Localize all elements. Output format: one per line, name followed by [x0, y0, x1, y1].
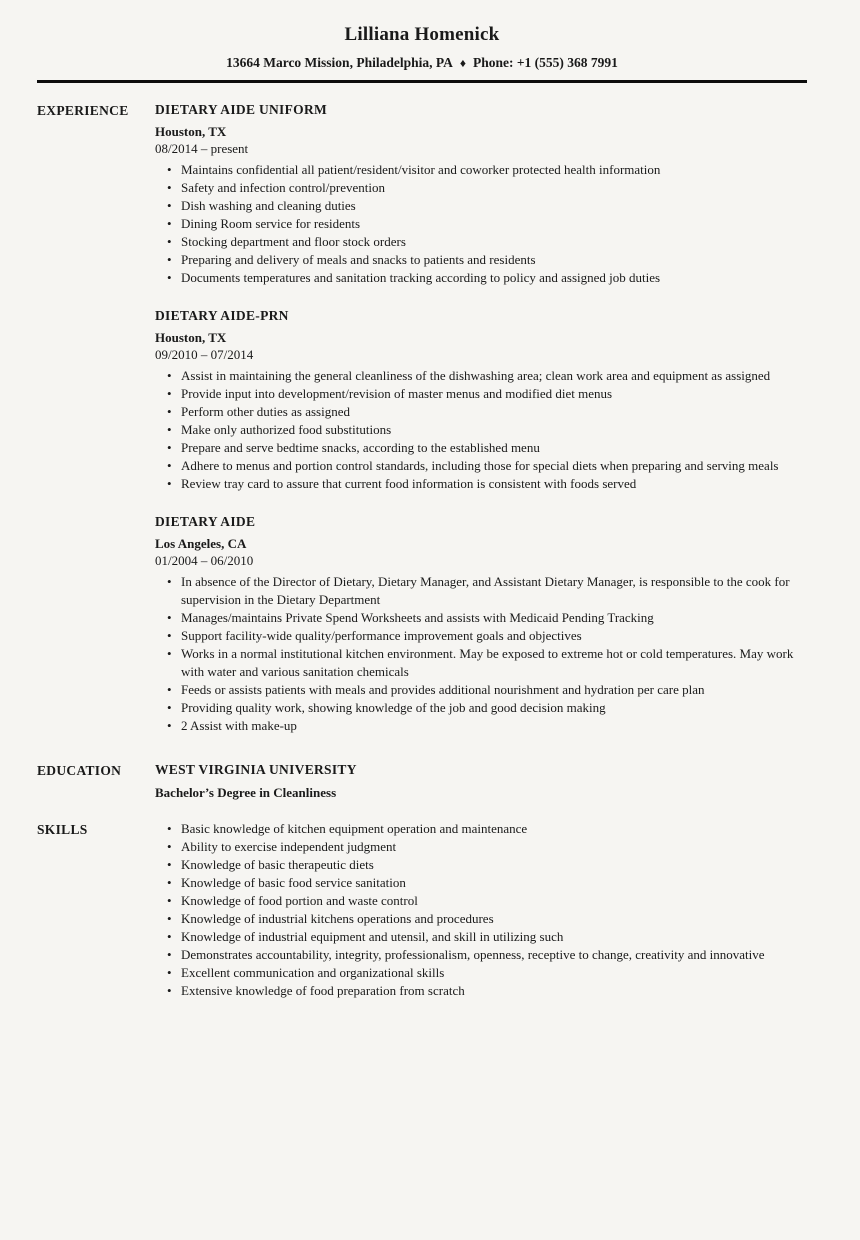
- skill-item: • Extensive knowledge of food preparation from scratch: [155, 982, 807, 1000]
- skills-list: [155, 820, 807, 1000]
- person-name: Lilliana Homenick: [344, 24, 500, 45]
- bullet-item: • 2 Assist with make-up: [155, 717, 807, 735]
- resume-header: [37, 24, 807, 83]
- header-divider: [37, 80, 807, 83]
- skills-section: [37, 820, 807, 1000]
- bullet-item: • Preparing and delivery of meals and snacks to patients and residents: [155, 251, 807, 269]
- skill-item: • Knowledge of basic food service sanitation: [155, 874, 807, 892]
- bullet-item: • Dish washing and cleaning duties: [155, 197, 807, 215]
- bullet-item: • Prepare and serve bedtime snacks, according to the established menu: [155, 439, 807, 457]
- bullet-item: • Provide input into development/revision of master menus and modified diet menus: [155, 385, 807, 403]
- section-label-skills: SKILLS: [37, 822, 88, 837]
- degree-name: Bachelor’s Degree in Cleanliness: [155, 785, 337, 800]
- bullet-item: • Maintains confidential all patient/resident/visitor and coworker protected health information: [155, 161, 807, 179]
- job-entry-2: [155, 307, 807, 493]
- bullet-item: • In absence of the Director of Dietary, Dietary Manager, and Assistant Dietary Manager, is responsible to the cook for supervision in the Dietary Department: [155, 573, 807, 609]
- skill-item: • Knowledge of basic therapeutic diets: [155, 856, 807, 874]
- contact-line: [37, 55, 807, 71]
- bullet-item: • Stocking department and floor stock orders: [155, 233, 807, 251]
- job-title: DIETARY AIDE-PRN: [155, 308, 289, 323]
- school-name: WEST VIRGINIA UNIVERSITY: [155, 762, 357, 777]
- job-location: Houston, TX: [155, 330, 227, 345]
- bullet-item: • Make only authorized food substitutions: [155, 421, 807, 439]
- job-dates: 08/2014 – present: [155, 141, 249, 156]
- bullet-item: • Providing quality work, showing knowledge of the job and good decision making: [155, 699, 807, 717]
- experience-section: [37, 101, 807, 735]
- bullet-item: • Documents temperatures and sanitation tracking according to policy and assigned job duties: [155, 269, 807, 287]
- skill-item: • Knowledge of industrial kitchens operations and procedures: [155, 910, 807, 928]
- job-dates: 01/2004 – 06/2010: [155, 553, 254, 568]
- skill-item: • Knowledge of food portion and waste control: [155, 892, 807, 910]
- job-bullet-list: [155, 367, 807, 493]
- bullet-item: • Feeds or assists patients with meals and provides additional nourishment and hydration per care plan: [155, 681, 807, 699]
- job-entry-3: [155, 513, 807, 735]
- job-title: DIETARY AIDE: [155, 514, 256, 529]
- bullet-item: • Perform other duties as assigned: [155, 403, 807, 421]
- bullet-item: • Support facility-wide quality/performance improvement goals and objectives: [155, 627, 807, 645]
- bullet-item: • Manages/maintains Private Spend Worksheets and assists with Medicaid Pending Tracking: [155, 609, 807, 627]
- bullet-item: • Review tray card to assure that current food information is consistent with foods served: [155, 475, 807, 493]
- job-bullet-list: [155, 161, 807, 287]
- skill-item: • Demonstrates accountability, integrity, professionalism, openness, receptive to change, creativity and innovative: [155, 946, 807, 964]
- job-location: Houston, TX: [155, 124, 227, 139]
- skill-item: • Basic knowledge of kitchen equipment operation and maintenance: [155, 820, 807, 838]
- section-label-experience: EXPERIENCE: [37, 103, 129, 118]
- education-body: [155, 761, 807, 800]
- skills-body: [155, 820, 807, 1000]
- skill-item: • Knowledge of industrial equipment and utensil, and skill in utilizing such: [155, 928, 807, 946]
- phone-text: Phone: +1 (555) 368 7991: [472, 55, 618, 70]
- section-label-education: EDUCATION: [37, 763, 122, 778]
- skill-item: • Excellent communication and organizational skills: [155, 964, 807, 982]
- bullet-item: • Works in a normal institutional kitchen environment. May be exposed to extreme hot or cold temperatures. May work with water and various sanitation chemicals: [155, 645, 807, 681]
- job-location: Los Angeles, CA: [155, 536, 247, 551]
- education-section: [37, 761, 807, 800]
- bullet-item: • Assist in maintaining the general cleanliness of the dishwashing area; clean work area and equipment as assigned: [155, 367, 807, 385]
- skill-item: • Ability to exercise independent judgment: [155, 838, 807, 856]
- bullet-item: • Safety and infection control/prevention: [155, 179, 807, 197]
- bullet-item: • Adhere to menus and portion control standards, including those for special diets when preparing and serving meals: [155, 457, 807, 475]
- job-entry-1: [155, 101, 807, 287]
- diamond-icon: ♦: [459, 56, 466, 70]
- address-text: 13664 Marco Mission, Philadelphia, PA: [226, 55, 453, 70]
- job-bullet-list: [155, 573, 807, 735]
- job-dates: 09/2010 – 07/2014: [155, 347, 254, 362]
- bullet-item: • Dining Room service for residents: [155, 215, 807, 233]
- experience-body: [155, 101, 807, 735]
- job-title: DIETARY AIDE UNIFORM: [155, 102, 328, 117]
